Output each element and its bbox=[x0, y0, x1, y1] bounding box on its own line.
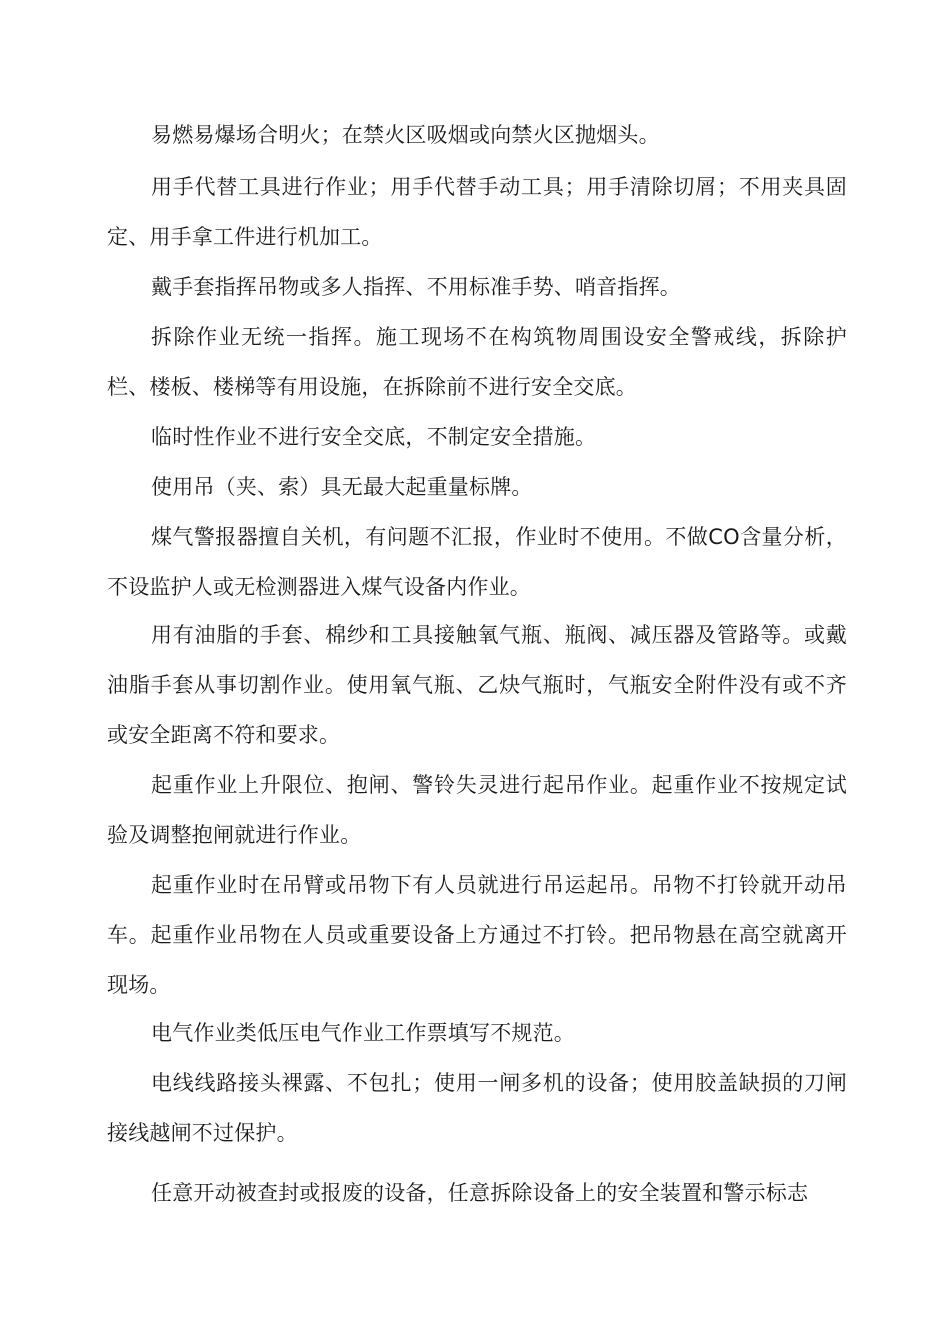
paragraph-8: 用有油脂的手套、棉纱和工具接触氧气瓶、瓶阀、减压器及管路等。或戴油脂手套从事切割作业。使用氧气瓶、乙炔气瓶时，气瓶安全附件没有或不齐或安全距离不符和要求。 bbox=[107, 623, 847, 747]
paragraph-2: 用手代替工具进行作业；用手代替手动工具；用手清除切屑；不用夹具固定、用手拿工件进行机加工。 bbox=[107, 175, 847, 249]
paragraph-1: 易燃易爆场合明火；在禁火区吸烟或向禁火区抛烟头。 bbox=[151, 123, 660, 147]
paragraph-4: 拆除作业无统一指挥。施工现场不在构筑物周围设安全警戒线，拆除护栏、楼板、楼梯等有用设施，在拆除前不进行安全交底。 bbox=[107, 325, 847, 399]
paragraph-3: 戴手套指挥吊物或多人指挥、不用标准手势、哨音指挥。 bbox=[151, 275, 681, 299]
paragraph-11: 电气作业类低压电气作业工作票填写不规范。 bbox=[151, 1021, 575, 1045]
paragraph-5: 临时性作业不进行安全交底，不制定安全措施。 bbox=[151, 425, 597, 449]
paragraph-7: 煤气警报器擅自关机，有问题不汇报，作业时不使用。不做CO含量分析，不设监护人或无检测器进入煤气设备内作业。 bbox=[107, 525, 847, 599]
paragraph-10: 起重作业时在吊臂或吊物下有人员就进行吊运起吊。吊物不打铃就开动吊车。起重作业吊物在人员或重要设备上方通过不打铃。把吊物悬在高空就离开现场。 bbox=[107, 873, 847, 997]
paragraph-12: 电线线路接头裸露、不包扎；使用一闸多机的设备；使用胶盖缺损的刀闸接线越闸不过保护。 bbox=[107, 1071, 847, 1145]
paragraph-6: 使用吊（夹、索）具无最大起重量标牌。 bbox=[151, 475, 533, 499]
paragraph-9: 起重作业上升限位、抱闸、警铃失灵进行起吊作业。起重作业不按规定试验及调整抱闸就进行作业。 bbox=[107, 773, 847, 847]
paragraph-13: 任意开动被查封或报废的设备，任意拆除设备上的安全装置和警示标志 bbox=[151, 1181, 809, 1205]
